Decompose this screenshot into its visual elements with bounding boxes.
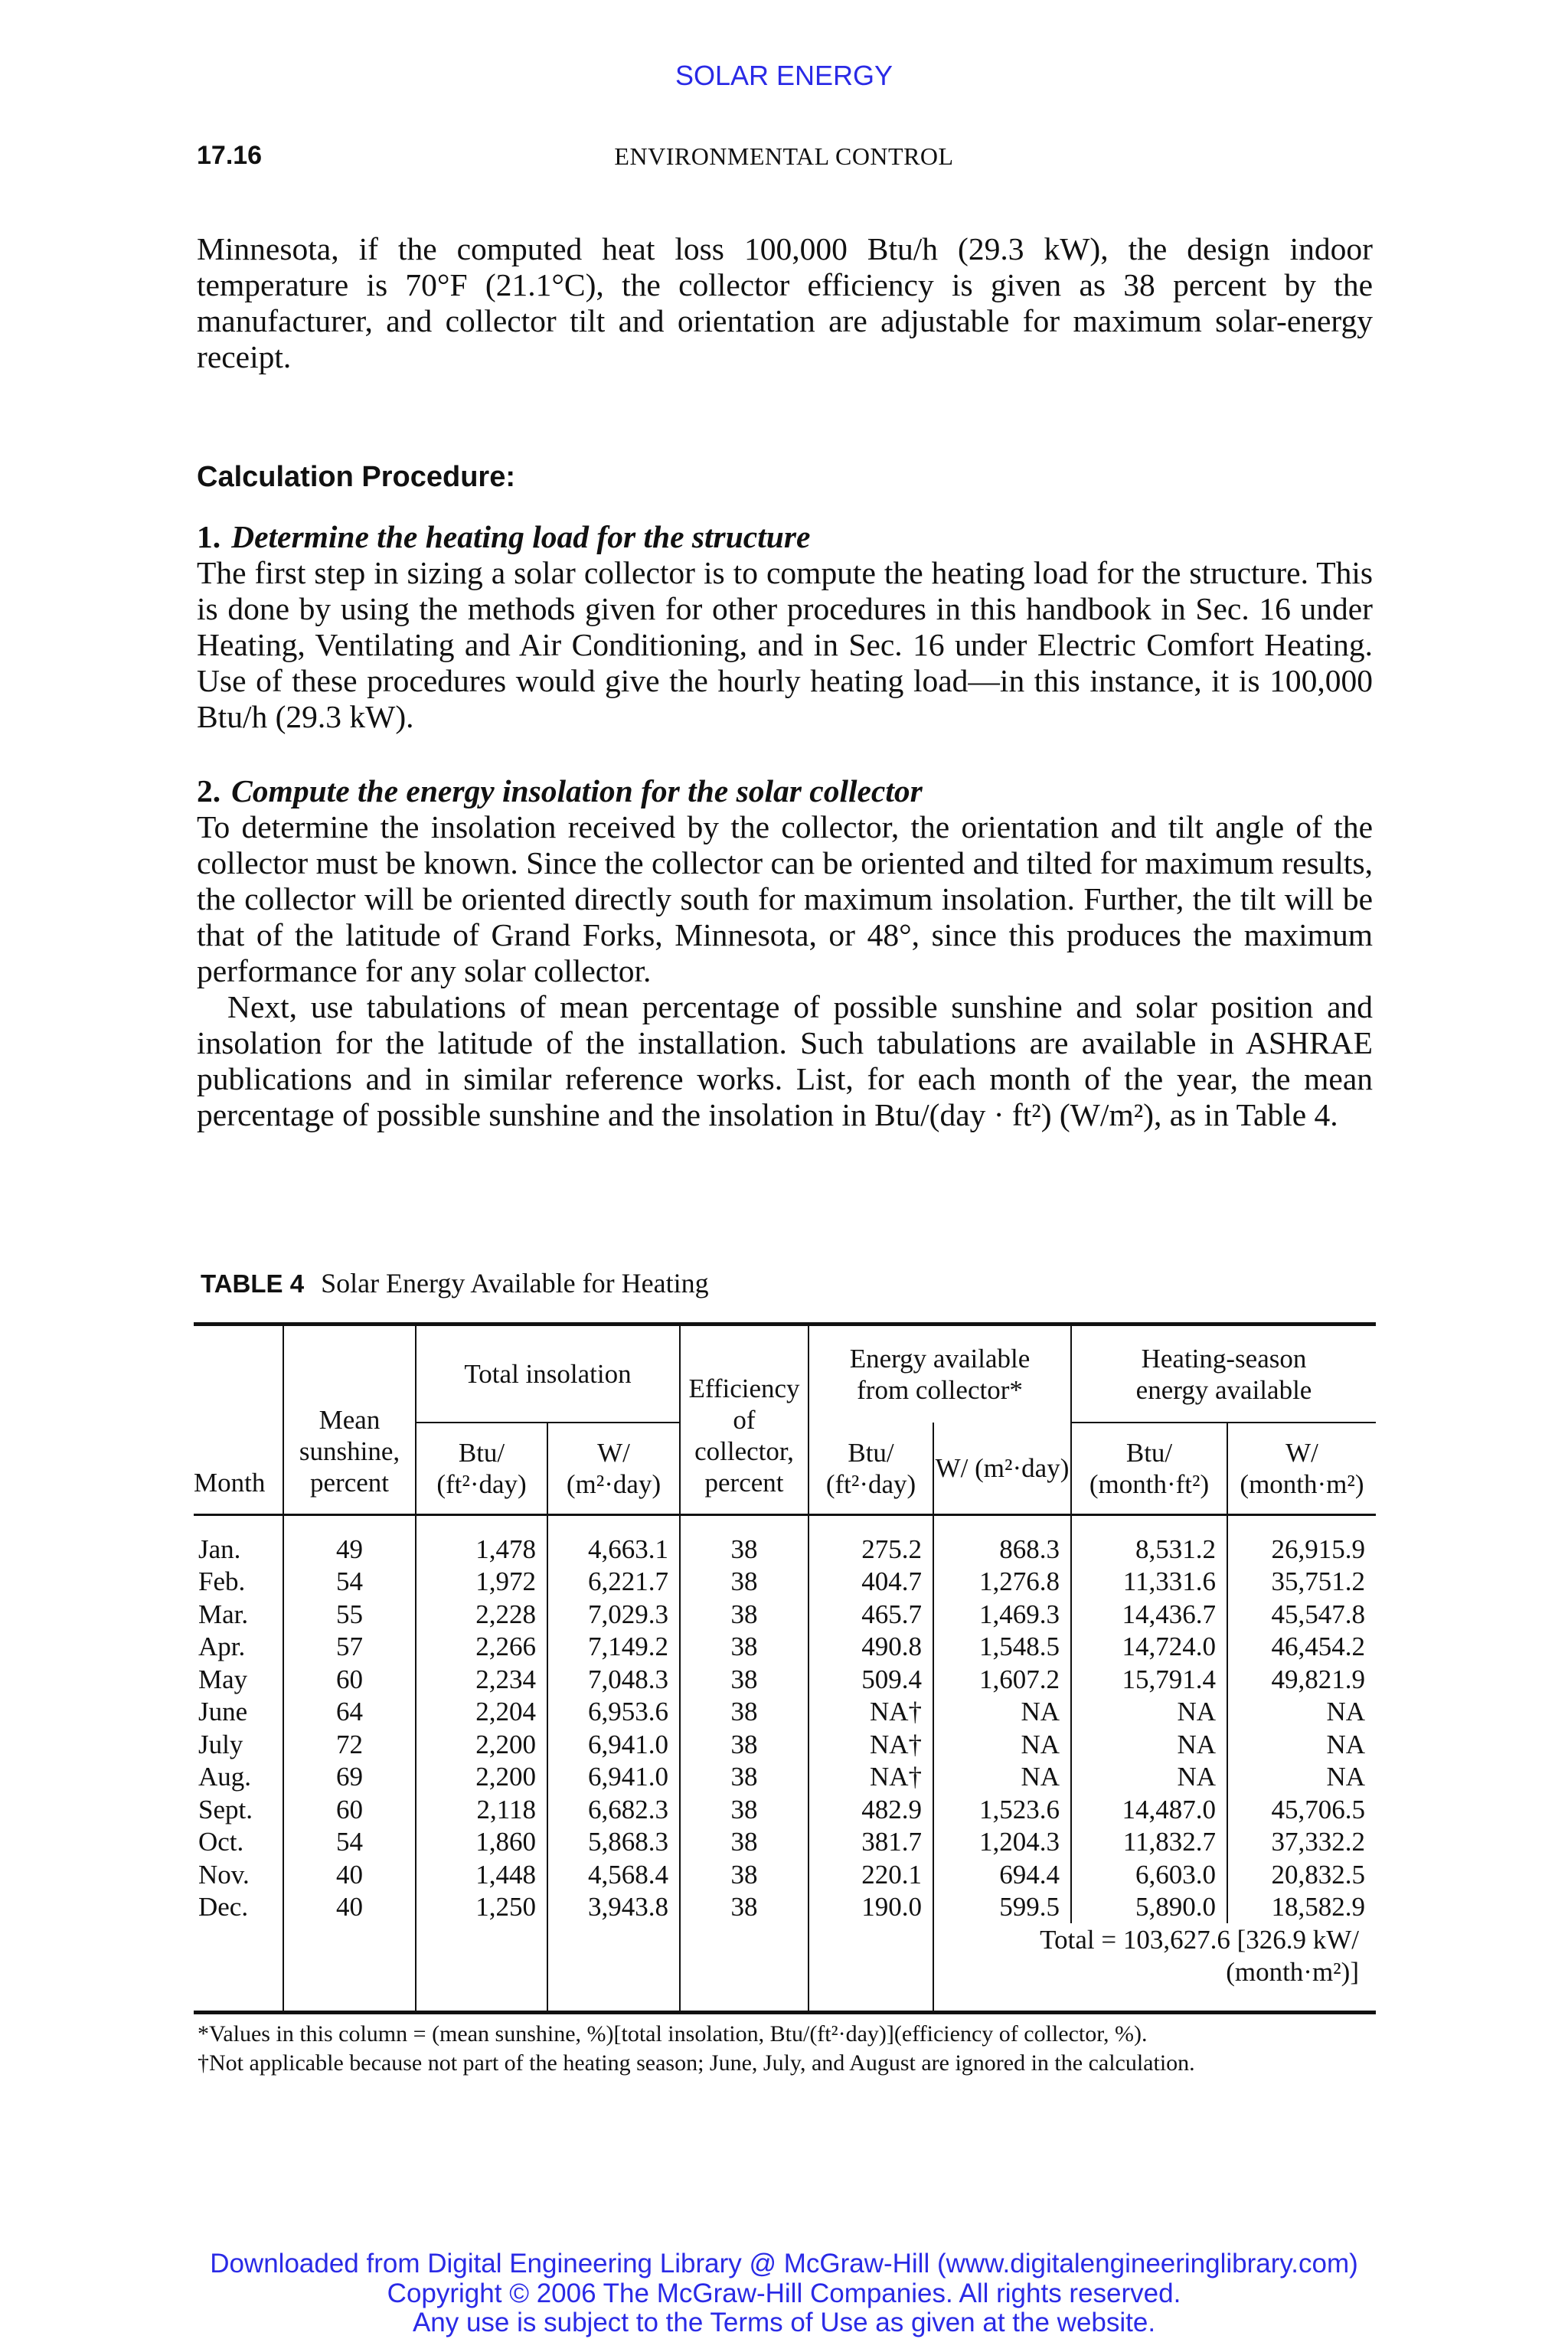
table-row: [194, 1515, 1376, 1566]
value-cell: 38: [680, 1696, 808, 1729]
value-cell: 6,682.3: [547, 1793, 680, 1826]
value-cell: 37,332.2: [1227, 1826, 1376, 1859]
value-cell: 1,523.6: [933, 1793, 1071, 1826]
step-title: Determine the heating load for the structure: [231, 519, 811, 554]
value-cell: 381.7: [808, 1826, 933, 1859]
value-cell: 4,568.4: [547, 1858, 680, 1891]
table-row: [194, 1793, 1376, 1826]
month-cell: Apr.: [198, 1632, 246, 1662]
value-cell: 14,436.7: [1071, 1598, 1227, 1631]
value-cell: 38: [680, 1663, 808, 1696]
footer-copyright-line: Copyright © 2006 The McGraw-Hill Companies. All rights reserved.: [387, 2278, 1181, 2308]
value-cell: 2,266: [416, 1631, 547, 1664]
value-cell: 14,724.0: [1071, 1631, 1227, 1664]
empty-cell: [808, 1923, 933, 1956]
table-row: [194, 1566, 1376, 1599]
value-cell: NA: [1227, 1761, 1376, 1794]
value-cell: 15,791.4: [1071, 1663, 1227, 1696]
value-cell: 694.4: [933, 1858, 1071, 1891]
value-cell: NA: [933, 1728, 1071, 1761]
value-cell: 38: [680, 1858, 808, 1891]
value-cell: 509.4: [808, 1663, 933, 1696]
step-heading: [197, 519, 1373, 555]
value-cell: NA: [1227, 1696, 1376, 1729]
value-cell: 64: [283, 1696, 416, 1729]
value-cell: 6,953.6: [547, 1696, 680, 1729]
step-number: 2.: [197, 773, 221, 808]
value-cell: 69: [283, 1761, 416, 1794]
value-cell: 38: [680, 1793, 808, 1826]
month-cell: Feb.: [198, 1566, 246, 1597]
empty-cell: [283, 1956, 416, 2013]
header-w-m2-day: W/ (m²·day): [547, 1423, 680, 1515]
value-cell: 1,607.2: [933, 1663, 1071, 1696]
value-cell: 57: [283, 1631, 416, 1664]
header-energy-available: Energy available from collector*: [808, 1325, 1071, 1423]
month-cell: Dec.: [198, 1892, 249, 1922]
value-cell: 599.5: [933, 1891, 1071, 1924]
value-cell: 2,118: [416, 1793, 547, 1826]
value-cell: 49,821.9: [1227, 1663, 1376, 1696]
value-cell: 38: [680, 1515, 808, 1566]
header-total-insolation: Total insolation: [416, 1325, 680, 1423]
month-cell: Aug.: [198, 1762, 252, 1792]
value-cell: 40: [283, 1891, 416, 1924]
value-cell: 275.2: [808, 1515, 933, 1566]
value-cell: 1,469.3: [933, 1598, 1071, 1631]
value-cell: 4,663.1: [547, 1515, 680, 1566]
footnote-dagger: †Not applicable because not part of the heating season; June, July, and August are ignored in the calculation.: [198, 2050, 1195, 2076]
value-cell: 60: [283, 1663, 416, 1696]
value-cell: 2,200: [416, 1728, 547, 1761]
value-cell: 490.8: [808, 1631, 933, 1664]
total-line: Total = 103,627.6 [326.9 kW/: [933, 1923, 1376, 1956]
month-cell: Sept.: [198, 1794, 253, 1824]
month-cell: May: [198, 1664, 248, 1694]
total-units-line: (month·m²)]: [933, 1956, 1376, 2013]
value-cell: 26,915.9: [1227, 1515, 1376, 1566]
empty-cell: [808, 1956, 933, 2013]
month-cell: Mar.: [198, 1599, 249, 1629]
intro-text: Minnesota, if the computed heat loss 100,000 Btu/h (29.3 kW), the design indoor temperature is 70°F (21.1°C), the collector efficiency is given as 38 percent by the manufacturer, and collector tilt and orientation are adjustable for maximum solar-energy receipt.: [197, 231, 1373, 374]
table-row: [194, 1598, 1376, 1631]
calculation-procedure-heading: Calculation Procedure:: [197, 461, 515, 493]
value-cell: 7,048.3: [547, 1663, 680, 1696]
value-cell: 7,149.2: [547, 1631, 680, 1664]
value-cell: NA: [933, 1696, 1071, 1729]
value-cell: 1,478: [416, 1515, 547, 1566]
value-cell: NA: [1071, 1696, 1227, 1729]
value-cell: 1,860: [416, 1826, 547, 1859]
header-sunshine: Mean sunshine, percent: [283, 1325, 416, 1515]
intro-paragraph: [197, 231, 1373, 375]
table-row: [194, 1631, 1376, 1664]
header-month: Month: [194, 1468, 266, 1498]
value-cell: 38: [680, 1891, 808, 1924]
value-cell: 54: [283, 1566, 416, 1599]
value-cell: 45,547.8: [1227, 1598, 1376, 1631]
table-row: [194, 1761, 1376, 1794]
value-cell: 6,941.0: [547, 1728, 680, 1761]
value-cell: 20,832.5: [1227, 1858, 1376, 1891]
value-cell: 18,582.9: [1227, 1891, 1376, 1924]
empty-cell: [283, 1923, 416, 1956]
step-2: [197, 773, 1373, 1133]
value-cell: 38: [680, 1631, 808, 1664]
value-cell: 38: [680, 1826, 808, 1859]
header-w-month-m2: W/ (month·m²): [1227, 1423, 1376, 1515]
value-cell: 1,448: [416, 1858, 547, 1891]
value-cell: 190.0: [808, 1891, 933, 1924]
value-cell: 49: [283, 1515, 416, 1566]
value-cell: 7,029.3: [547, 1598, 680, 1631]
value-cell: 6,603.0: [1071, 1858, 1227, 1891]
value-cell: NA†: [808, 1696, 933, 1729]
total-row: [194, 1923, 1376, 1956]
month-cell: Nov.: [198, 1859, 250, 1890]
value-cell: NA†: [808, 1728, 933, 1761]
table-caption: [201, 1267, 709, 1299]
table-body: [194, 1515, 1376, 2013]
empty-cell: [547, 1923, 680, 1956]
header-w-m2-day-energy: W/ (m²·day): [933, 1423, 1071, 1515]
value-cell: 54: [283, 1826, 416, 1859]
value-cell: 465.7: [808, 1598, 933, 1631]
empty-cell: [680, 1956, 808, 2013]
value-cell: 5,868.3: [547, 1826, 680, 1859]
value-cell: 11,832.7: [1071, 1826, 1227, 1859]
empty-cell: [547, 1956, 680, 2013]
value-cell: 6,221.7: [547, 1566, 680, 1599]
empty-cell: [194, 1956, 283, 2013]
step-number: 1.: [197, 519, 221, 554]
month-cell: June: [198, 1697, 248, 1727]
value-cell: 45,706.5: [1227, 1793, 1376, 1826]
value-cell: 11,331.6: [1071, 1566, 1227, 1599]
value-cell: 1,548.5: [933, 1631, 1071, 1664]
step-1: [197, 519, 1373, 735]
value-cell: 38: [680, 1566, 808, 1599]
value-cell: 14,487.0: [1071, 1793, 1227, 1826]
footnote-asterisk: *Values in this column = (mean sunshine, %)[total insolation, Btu/(ft²·day)](efficiency of collector, %).: [198, 2021, 1148, 2047]
value-cell: 1,972: [416, 1566, 547, 1599]
value-cell: 3,943.8: [547, 1891, 680, 1924]
value-cell: 46,454.2: [1227, 1631, 1376, 1664]
running-title: SOLAR ENERGY: [675, 60, 893, 91]
table-title: Solar Energy Available for Heating: [321, 1268, 709, 1298]
header-btu-ft2-day: Btu/ (ft²·day): [416, 1423, 547, 1515]
header-btu-month-ft2: Btu/ (month·ft²): [1071, 1423, 1227, 1515]
step-paragraph: Next, use tabulations of mean percentage of possible sunshine and solar position and insolation for the latitude of the installation. Such tabulations are available in ASHRAE publications and in similar reference works. List, for each month of the year, the mean percentage of possible sunshine and the insolation in Btu/(day · ft²) (W/m²), as in Table 4.: [197, 989, 1373, 1132]
value-cell: 2,204: [416, 1696, 547, 1729]
value-cell: 55: [283, 1598, 416, 1631]
solar-energy-table: [194, 1322, 1376, 2014]
total-row: [194, 1956, 1376, 2013]
value-cell: 38: [680, 1728, 808, 1761]
empty-cell: [194, 1923, 283, 1956]
value-cell: 404.7: [808, 1566, 933, 1599]
value-cell: 220.1: [808, 1858, 933, 1891]
value-cell: 6,941.0: [547, 1761, 680, 1794]
step-heading: [197, 773, 1373, 809]
value-cell: NA: [1071, 1728, 1227, 1761]
value-cell: 1,250: [416, 1891, 547, 1924]
table-row: [194, 1696, 1376, 1729]
value-cell: 38: [680, 1598, 808, 1631]
value-cell: 1,276.8: [933, 1566, 1071, 1599]
value-cell: NA: [1071, 1761, 1227, 1794]
table-row: [194, 1891, 1376, 1924]
table-label: TABLE 4: [201, 1269, 305, 1298]
value-cell: 35,751.2: [1227, 1566, 1376, 1599]
month-cell: Jan.: [198, 1534, 241, 1564]
value-cell: 868.3: [933, 1515, 1071, 1566]
table-row: [194, 1728, 1376, 1761]
value-cell: NA†: [808, 1761, 933, 1794]
empty-cell: [416, 1956, 547, 2013]
header-btu-ft2-day-energy: Btu/ (ft²·day): [808, 1423, 933, 1515]
value-cell: 38: [680, 1761, 808, 1794]
value-cell: 60: [283, 1793, 416, 1826]
month-cell: Oct.: [198, 1827, 244, 1857]
table-row: [194, 1663, 1376, 1696]
footer-download-line[interactable]: Downloaded from Digital Engineering Library @ McGraw-Hill (www.digitalengineeringlibrary.com): [210, 2249, 1358, 2278]
value-cell: 8,531.2: [1071, 1515, 1227, 1566]
value-cell: 5,890.0: [1071, 1891, 1227, 1924]
footer-terms-line[interactable]: Any use is subject to the Terms of Use as given at the website.: [412, 2308, 1156, 2337]
footer: [0, 2249, 1568, 2338]
header-heating-season: Heating-season energy available: [1071, 1325, 1376, 1423]
value-cell: 2,228: [416, 1598, 547, 1631]
value-cell: NA: [933, 1761, 1071, 1794]
step-paragraph: To determine the insolation received by the collector, the orientation and tilt angle of the collector must be known. Since the collector can be oriented and tilted for maximum results, the collector will be oriented directly south for maximum insolation. Further, the tilt will be that of the latitude of Grand Forks, Minnesota, or 48°, since this produces the maximum performance for any solar collector.: [197, 809, 1373, 988]
value-cell: 1,204.3: [933, 1826, 1071, 1859]
value-cell: 2,234: [416, 1663, 547, 1696]
value-cell: 40: [283, 1858, 416, 1891]
value-cell: 72: [283, 1728, 416, 1761]
empty-cell: [680, 1923, 808, 1956]
value-cell: 2,200: [416, 1761, 547, 1794]
table-row: [194, 1826, 1376, 1859]
empty-cell: [416, 1923, 547, 1956]
step-paragraph: The first step in sizing a solar collector is to compute the heating load for the structure. This is done by using the methods given for other procedures in this handbook in Sec. 16 under Heating, Ventilating and Air Conditioning, and in Sec. 16 under Electric Comfort Heating. Use of these procedures would give the hourly heating load—in this instance, it is 100,000 Btu/h (29.3 kW).: [197, 555, 1373, 734]
value-cell: 482.9: [808, 1793, 933, 1826]
value-cell: NA: [1227, 1728, 1376, 1761]
table-row: [194, 1858, 1376, 1891]
page-number: 17.16: [197, 141, 263, 170]
month-cell: July: [198, 1729, 243, 1759]
chapter-title: ENVIRONMENTAL CONTROL: [614, 142, 954, 170]
header-efficiency: Efficiency of collector, percent: [680, 1325, 808, 1515]
step-title: Compute the energy insolation for the solar collector: [231, 773, 923, 808]
